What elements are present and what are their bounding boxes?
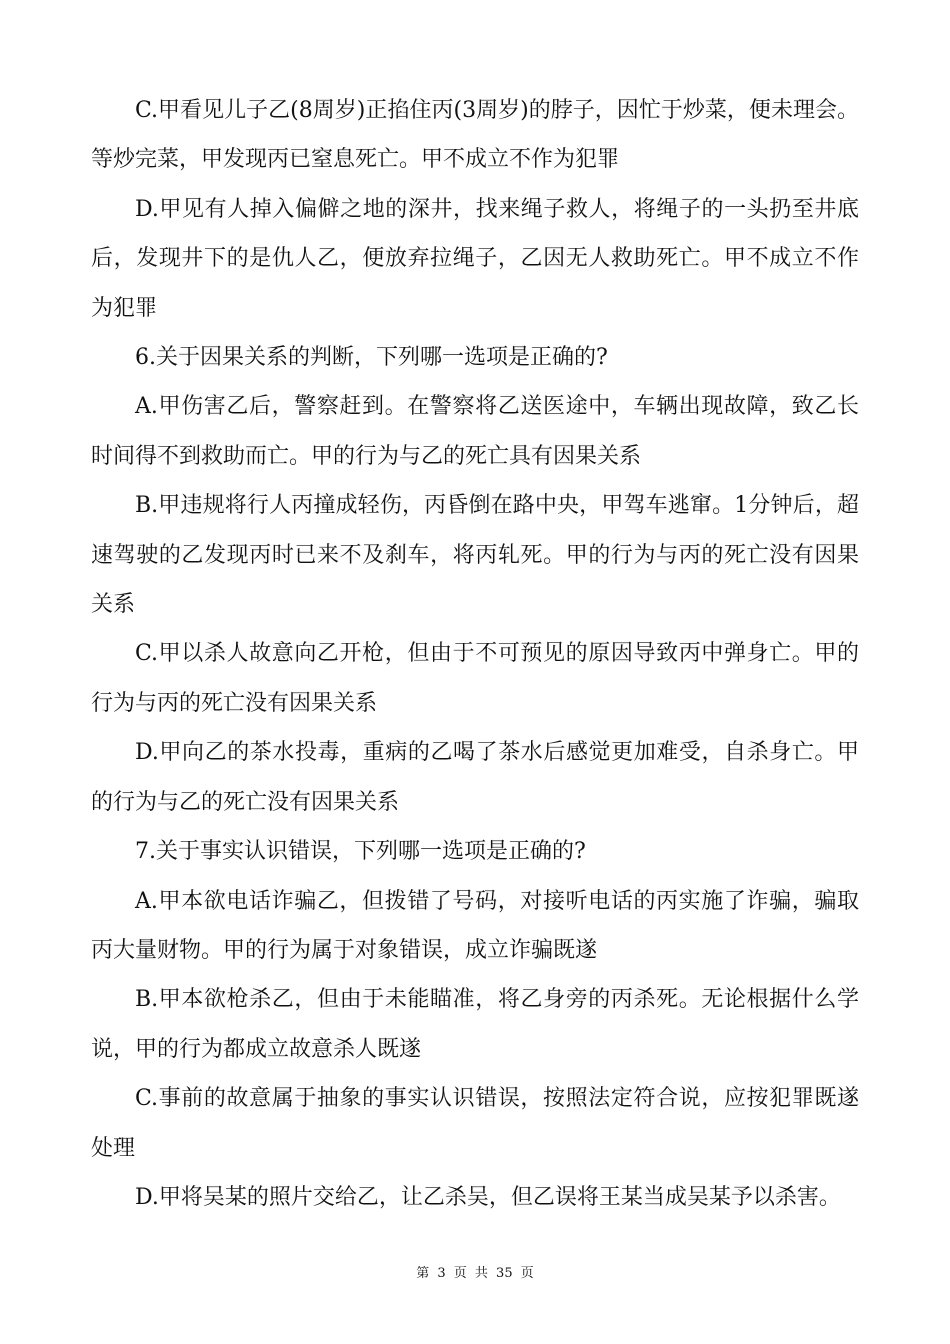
paragraph-6c: C.甲以杀人故意向乙开枪，但由于不可预见的原因导致丙中弹身亡。甲的行为与丙的死亡没有因果关系 bbox=[91, 641, 859, 716]
paragraph-6b: B.甲违规将行人丙撞成轻伤，丙昏倒在路中央，甲驾车逃窜。1分钟后，超速驾驶的乙发现丙时已来不及刹车，将丙轧死。甲的行为与丙的死亡没有因果关系 bbox=[91, 493, 859, 618]
paragraph-6a: A.甲伤害乙后，警察赶到。在警察将乙送医途中，车辆出现故障，致乙长时间得不到救助而亡。甲的行为与乙的死亡具有因果关系 bbox=[91, 394, 859, 469]
paragraph-7c: C.事前的故意属于抽象的事实认识错误，按照法定符合说，应按犯罪既遂处理 bbox=[91, 1086, 859, 1161]
paragraph-7d: D.甲将吴某的照片交给乙，让乙杀吴，但乙误将王某当成吴某予以杀害。 bbox=[135, 1184, 841, 1210]
paragraph-5c: C.甲看见儿子乙(8周岁)正掐住丙(3周岁)的脖子，因忙于炒菜，便未理会。等炒完菜，甲发现丙已窒息死亡。甲不成立不作为犯罪 bbox=[91, 98, 859, 173]
page-number-footer: 第 3 页 共 35 页 bbox=[416, 1266, 534, 1281]
document-body bbox=[91, 86, 859, 1222]
paragraph-6d: D.甲向乙的茶水投毒，重病的乙喝了茶水后感觉更加难受，自杀身亡。甲的行为与乙的死亡没有因果关系 bbox=[91, 740, 859, 815]
paragraph-5d: D.甲见有人掉入偏僻之地的深井，找来绳子救人，将绳子的一头扔至井底后，发现井下的是仇人乙，便放弃拉绳子，乙因无人救助死亡。甲不成立不作为犯罪 bbox=[91, 196, 859, 321]
paragraph-7a: A.甲本欲电话诈骗乙，但拨错了号码，对接听电话的丙实施了诈骗，骗取丙大量财物。甲的行为属于对象错误，成立诈骗既遂 bbox=[91, 888, 859, 963]
question-6: 6.关于因果关系的判断，下列哪一选项是正确的? bbox=[135, 345, 608, 371]
question-7: 7.关于事实认识错误，下列哪一选项是正确的? bbox=[135, 839, 586, 865]
paragraph-7b: B.甲本欲枪杀乙，但由于未能瞄准，将乙身旁的丙杀死。无论根据什么学说，甲的行为都成立故意杀人既遂 bbox=[91, 987, 859, 1062]
